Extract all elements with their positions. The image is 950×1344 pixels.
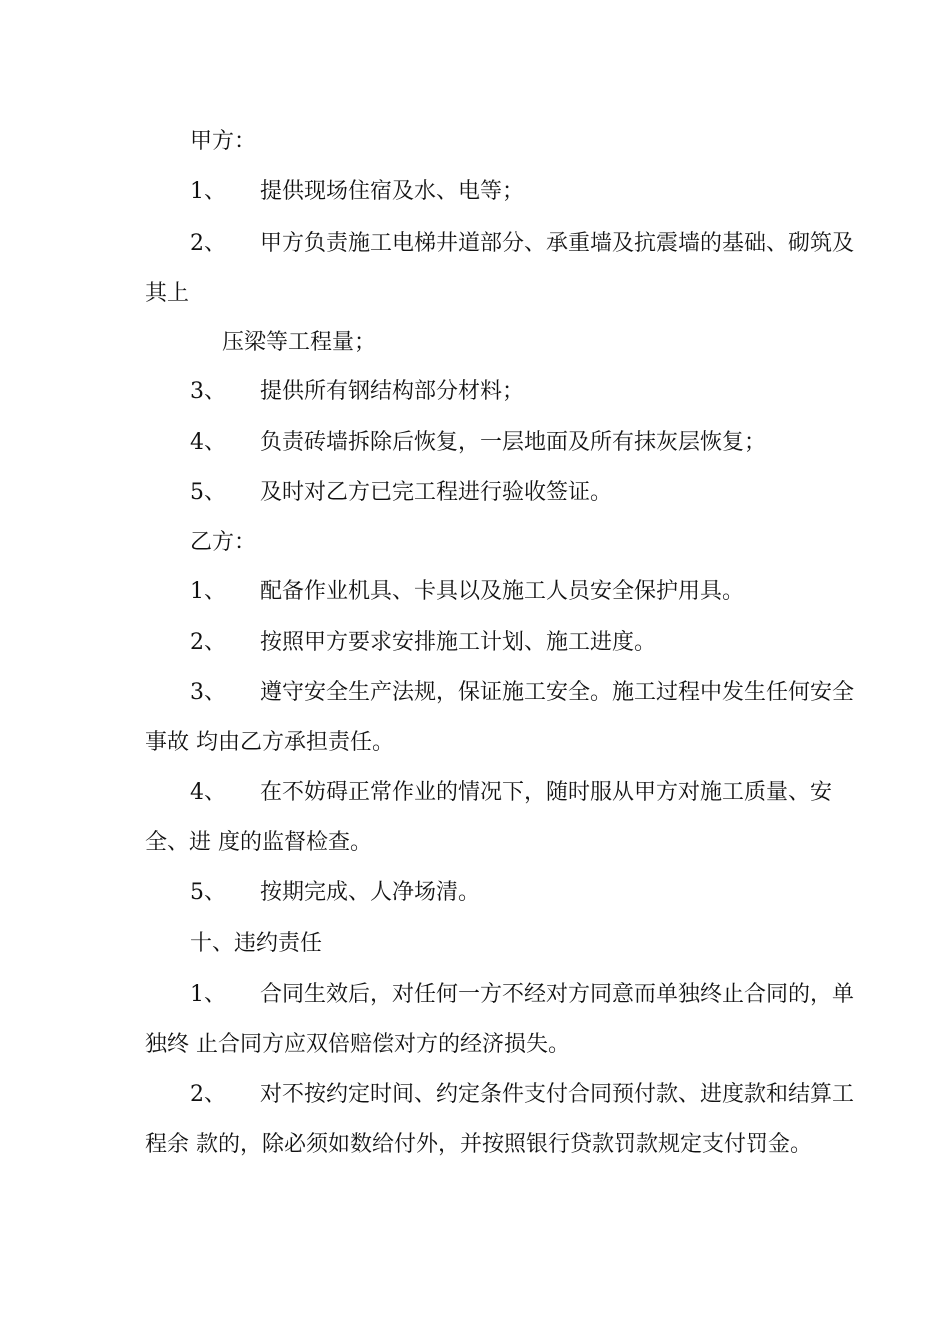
party-a-item-2-number: 2、 [190,231,226,256]
party-b-item-2-text: 按照甲方要求安排施工计划、施工进度。 [260,630,657,655]
party-a-item-1-number: 1、 [190,179,226,204]
party-b-heading: 乙方： [190,530,257,555]
party-b-item-1-text: 配备作业机具、卡具以及施工人员安全保护用具。 [260,579,745,604]
party-a-heading: 甲方： [190,129,257,154]
party-b-item-3-number: 3、 [190,680,226,705]
party-a-item-4-number: 4、 [190,430,226,455]
party-a-item-5-number: 5、 [190,480,226,505]
party-b-item-5-number: 5、 [190,880,226,905]
breach-item-1-number: 1、 [190,982,226,1007]
party-b-item-4-number: 4、 [190,780,226,805]
party-a-item-2-continuation: 其上 [145,281,190,306]
party-a-item-5-text: 及时对乙方已完工程进行验收签证。 [260,480,613,505]
party-a-item-3-text: 提供所有钢结构部分材料； [260,379,525,404]
party-a-item-2-continuation-2: 压梁等工程量； [222,330,377,355]
party-a-item-2-text: 甲方负责施工电梯井道部分、承重墙及抗震墙的基础、砌筑及 [260,231,855,256]
party-a-item-1-text: 提供现场住宿及水、电等； [260,179,525,204]
party-b-item-4-continuation: 全、进 度的监督检查。 [145,830,372,855]
party-b-item-2-number: 2、 [190,630,226,655]
breach-item-1-text: 合同生效后，对任何一方不经对方同意而单独终止合同的，单 [260,982,855,1007]
party-b-item-5-text: 按期完成、人净场清。 [260,880,481,905]
party-a-item-3-number: 3、 [190,379,226,404]
party-b-item-4-text: 在不妨碍正常作业的情况下，随时服从甲方对施工质量、安 [260,780,833,805]
breach-item-2-number: 2、 [190,1082,226,1107]
party-b-item-3-text: 遵守安全生产法规，保证施工安全。施工过程中发生任何安全 [260,680,855,705]
breach-item-2-continuation: 程余 款的，除必须如数给付外，并按照银行贷款罚款规定支付罚金。 [145,1132,812,1157]
breach-item-2-text: 对不按约定时间、约定条件支付合同预付款、进度款和结算工 [260,1082,855,1107]
party-b-item-3-continuation: 事故 均由乙方承担责任。 [145,730,394,755]
party-b-item-1-number: 1、 [190,579,226,604]
party-a-item-4-text: 负责砖墙拆除后恢复，一层地面及所有抹灰层恢复； [260,430,767,455]
breach-item-1-continuation: 独终 止合同方应双倍赔偿对方的经济损失。 [145,1032,570,1057]
breach-heading: 十、违约责任 [190,931,323,956]
